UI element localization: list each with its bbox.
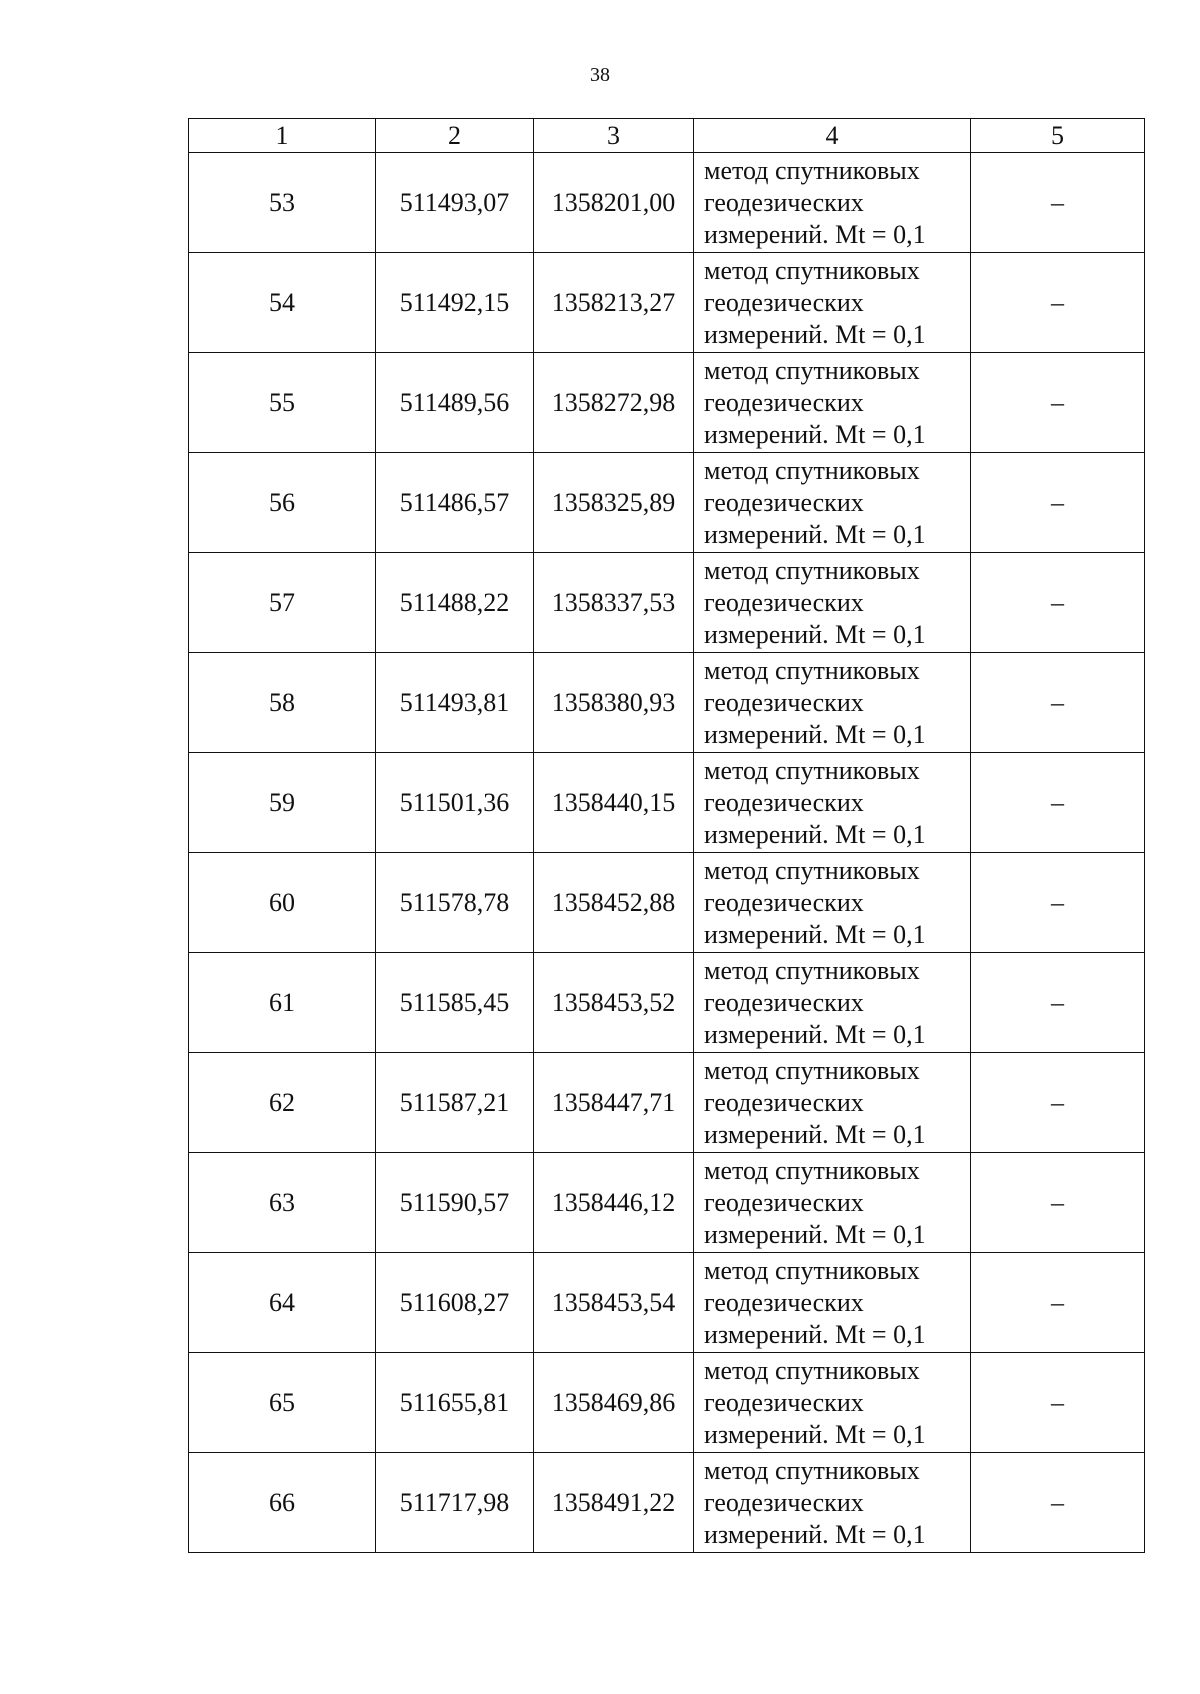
coordinate-x-cell: 511486,57	[376, 453, 534, 553]
method-cell	[694, 1353, 971, 1453]
method-cell	[694, 453, 971, 553]
method-line: метод спутниковых	[704, 855, 920, 885]
column5-cell: –	[971, 1053, 1145, 1153]
coordinate-x-cell: 511717,98	[376, 1453, 534, 1553]
coordinates-table	[188, 118, 1145, 1553]
coordinate-y-cell: 1358453,54	[534, 1253, 694, 1353]
coordinate-x-cell: 511489,56	[376, 353, 534, 453]
method-line: метод спутниковых	[704, 255, 920, 285]
column5-cell: –	[971, 553, 1145, 653]
method-line: измерений. Mt = 0,1	[704, 1419, 926, 1449]
table-row	[189, 1453, 1145, 1553]
point-number-cell: 57	[189, 553, 376, 653]
method-line: метод спутниковых	[704, 1255, 920, 1285]
method-line: метод спутниковых	[704, 555, 920, 585]
point-number-cell: 66	[189, 1453, 376, 1553]
column5-cell: –	[971, 453, 1145, 553]
coordinate-x-cell: 511493,07	[376, 153, 534, 253]
point-number-cell: 65	[189, 1353, 376, 1453]
column5-cell: –	[971, 253, 1145, 353]
column5-cell: –	[971, 1353, 1145, 1453]
table-row	[189, 653, 1145, 753]
method-line: геодезических	[704, 1187, 864, 1217]
method-line: метод спутниковых	[704, 955, 920, 985]
point-number-cell: 58	[189, 653, 376, 753]
coordinate-y-cell: 1358452,88	[534, 853, 694, 953]
method-line: геодезических	[704, 887, 864, 917]
point-number-cell: 62	[189, 1053, 376, 1153]
coordinate-x-cell: 511585,45	[376, 953, 534, 1053]
column-header: 2	[376, 119, 534, 153]
column5-cell: –	[971, 153, 1145, 253]
table-row	[189, 853, 1145, 953]
coordinate-x-cell: 511655,81	[376, 1353, 534, 1453]
coordinate-x-cell: 511493,81	[376, 653, 534, 753]
point-number-cell: 60	[189, 853, 376, 953]
table-row	[189, 953, 1145, 1053]
method-line: метод спутниковых	[704, 155, 920, 185]
table-row	[189, 353, 1145, 453]
table-row	[189, 1053, 1145, 1153]
table-row	[189, 453, 1145, 553]
column-header: 4	[694, 119, 971, 153]
point-number-cell: 53	[189, 153, 376, 253]
coordinate-y-cell: 1358491,22	[534, 1453, 694, 1553]
table-row	[189, 553, 1145, 653]
coordinate-x-cell: 511608,27	[376, 1253, 534, 1353]
coordinate-x-cell: 511492,15	[376, 253, 534, 353]
column5-cell: –	[971, 753, 1145, 853]
method-cell	[694, 1253, 971, 1353]
point-number-cell: 64	[189, 1253, 376, 1353]
column5-cell: –	[971, 1453, 1145, 1553]
method-line: измерений. Mt = 0,1	[704, 319, 926, 349]
point-number-cell: 61	[189, 953, 376, 1053]
table-row	[189, 1353, 1145, 1453]
method-line: метод спутниковых	[704, 455, 920, 485]
method-line: метод спутниковых	[704, 355, 920, 385]
method-line: измерений. Mt = 0,1	[704, 819, 926, 849]
coordinate-y-cell: 1358440,15	[534, 753, 694, 853]
method-line: геодезических	[704, 187, 864, 217]
method-line: геодезических	[704, 1487, 864, 1517]
coordinate-y-cell: 1358453,52	[534, 953, 694, 1053]
method-line: измерений. Mt = 0,1	[704, 1519, 926, 1549]
coordinate-x-cell: 511501,36	[376, 753, 534, 853]
method-cell	[694, 153, 971, 253]
method-line: измерений. Mt = 0,1	[704, 519, 926, 549]
method-cell	[694, 1053, 971, 1153]
point-number-cell: 59	[189, 753, 376, 853]
method-line: геодезических	[704, 987, 864, 1017]
method-cell	[694, 853, 971, 953]
coordinate-y-cell: 1358213,27	[534, 253, 694, 353]
column5-cell: –	[971, 953, 1145, 1053]
method-line: геодезических	[704, 287, 864, 317]
method-line: измерений. Mt = 0,1	[704, 219, 926, 249]
coordinate-y-cell: 1358446,12	[534, 1153, 694, 1253]
method-line: геодезических	[704, 1287, 864, 1317]
coordinate-x-cell: 511488,22	[376, 553, 534, 653]
table-header-row	[189, 119, 1145, 153]
method-line: метод спутниковых	[704, 1355, 920, 1385]
table-row	[189, 1253, 1145, 1353]
column-header: 3	[534, 119, 694, 153]
method-cell	[694, 753, 971, 853]
method-line: метод спутниковых	[704, 1455, 920, 1485]
method-line: геодезических	[704, 1387, 864, 1417]
coordinate-y-cell: 1358380,93	[534, 653, 694, 753]
coordinate-y-cell: 1358272,98	[534, 353, 694, 453]
method-line: измерений. Mt = 0,1	[704, 619, 926, 649]
method-line: геодезических	[704, 487, 864, 517]
coordinate-x-cell: 511587,21	[376, 1053, 534, 1153]
method-cell	[694, 553, 971, 653]
coordinate-y-cell: 1358201,00	[534, 153, 694, 253]
coordinate-y-cell: 1358447,71	[534, 1053, 694, 1153]
point-number-cell: 56	[189, 453, 376, 553]
method-line: измерений. Mt = 0,1	[704, 1019, 926, 1049]
method-cell	[694, 953, 971, 1053]
table-row	[189, 153, 1145, 253]
column5-cell: –	[971, 1153, 1145, 1253]
page-number: 38	[590, 64, 610, 86]
method-line: измерений. Mt = 0,1	[704, 919, 926, 949]
method-cell	[694, 1453, 971, 1553]
method-line: геодезических	[704, 687, 864, 717]
column5-cell: –	[971, 353, 1145, 453]
column5-cell: –	[971, 1253, 1145, 1353]
method-line: измерений. Mt = 0,1	[704, 1319, 926, 1349]
method-line: измерений. Mt = 0,1	[704, 1219, 926, 1249]
method-line: метод спутниковых	[704, 1055, 920, 1085]
method-cell	[694, 653, 971, 753]
method-line: измерений. Mt = 0,1	[704, 719, 926, 749]
table-row	[189, 1153, 1145, 1253]
method-line: метод спутниковых	[704, 655, 920, 685]
column-header: 1	[189, 119, 376, 153]
method-line: измерений. Mt = 0,1	[704, 419, 926, 449]
method-cell	[694, 253, 971, 353]
method-cell	[694, 353, 971, 453]
coordinate-x-cell: 511590,57	[376, 1153, 534, 1253]
method-line: геодезических	[704, 587, 864, 617]
point-number-cell: 54	[189, 253, 376, 353]
method-line: геодезических	[704, 387, 864, 417]
coordinate-y-cell: 1358337,53	[534, 553, 694, 653]
column5-cell: –	[971, 653, 1145, 753]
method-line: метод спутниковых	[704, 755, 920, 785]
point-number-cell: 55	[189, 353, 376, 453]
method-line: геодезических	[704, 787, 864, 817]
method-line: метод спутниковых	[704, 1155, 920, 1185]
table-row	[189, 753, 1145, 853]
column5-cell: –	[971, 853, 1145, 953]
table-row	[189, 253, 1145, 353]
coordinate-y-cell: 1358325,89	[534, 453, 694, 553]
method-line: измерений. Mt = 0,1	[704, 1119, 926, 1149]
coordinate-x-cell: 511578,78	[376, 853, 534, 953]
point-number-cell: 63	[189, 1153, 376, 1253]
method-line: геодезических	[704, 1087, 864, 1117]
column-header: 5	[971, 119, 1145, 153]
coordinate-y-cell: 1358469,86	[534, 1353, 694, 1453]
method-cell	[694, 1153, 971, 1253]
table-body	[189, 119, 1145, 1553]
